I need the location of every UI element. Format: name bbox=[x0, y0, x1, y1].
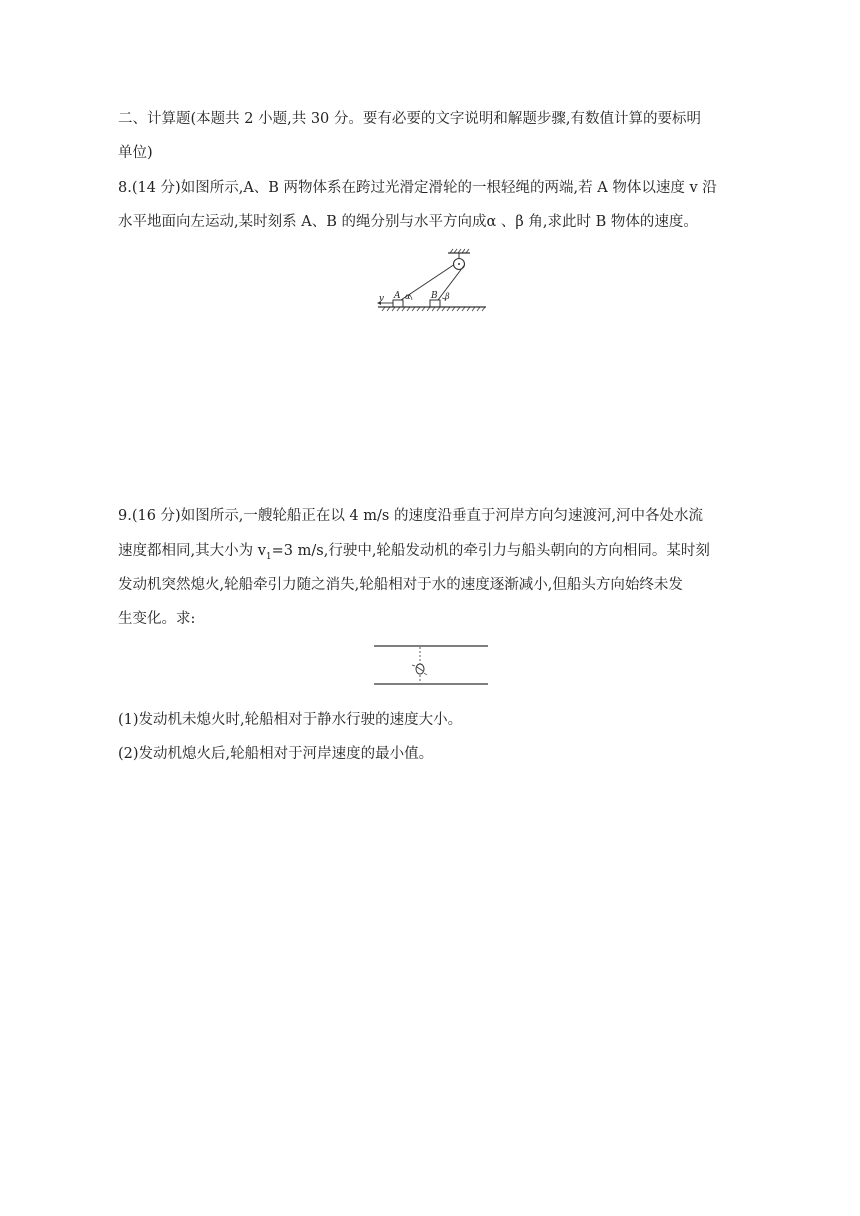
label-beta: β bbox=[445, 292, 450, 301]
label-v: v bbox=[379, 294, 385, 304]
ground-hatching bbox=[382, 307, 485, 311]
rope-to-b bbox=[438, 265, 465, 300]
pulley-axle bbox=[458, 263, 460, 265]
q9-river-figure bbox=[372, 642, 490, 688]
block-a bbox=[393, 300, 403, 307]
q9-text-line3: 发动机突然熄火,轮船牵引力随之消失,轮船相对于水的速度逐渐减小,但船头方向始终未发 bbox=[118, 577, 683, 593]
q8-text-line1: 8.(14 分)如图所示,A、B 两物体系在跨过光滑定滑轮的一根轻绳的两端,若 A 物体以速度 v 沿 bbox=[118, 180, 717, 196]
label-b: B bbox=[431, 291, 438, 301]
q9-line2-part-b: =3 m/s,行驶中,轮船发动机的牵引力与船头朝向的方向相同。某时刻 bbox=[271, 543, 710, 559]
section-heading-line1: 二、计算题(本题共 2 小题,共 30 分。要有必要的文字说明和解题步骤,有数值计算的要标明 bbox=[118, 111, 701, 127]
ceiling-hatching bbox=[450, 249, 469, 253]
boat-heading-tick bbox=[412, 665, 415, 666]
q8-pulley-figure bbox=[372, 248, 492, 320]
q9-sub-question-1: (1)发动机未熄火时,轮船相对于静水行驶的速度大小。 bbox=[118, 712, 463, 728]
boat-flow-tick bbox=[424, 673, 427, 675]
q9-text-line1: 9.(16 分)如图所示,一艘轮船正在以 4 m/s 的速度沿垂直于河岸方向匀速渡河,河中各处水流 bbox=[118, 508, 704, 524]
q9-line2-part-a: 速度都相同,其大小为 v bbox=[118, 543, 266, 559]
q9-text-line4: 生变化。求: bbox=[118, 611, 196, 627]
block-b bbox=[430, 300, 440, 307]
q9-text-line2 bbox=[118, 541, 758, 567]
label-a: A bbox=[394, 291, 401, 301]
q8-text-line2: 水平地面向左运动,某时刻系 A、B 的绳分别与水平方向成α 、β 角,求此时 B 物体的速度。 bbox=[118, 214, 698, 230]
section-heading-line2: 单位) bbox=[118, 145, 153, 161]
label-alpha: α bbox=[405, 292, 411, 301]
q9-sub-question-2: (2)发动机熄火后,轮船相对于河岸速度的最小值。 bbox=[118, 746, 434, 762]
v1-subscript: 1 bbox=[265, 551, 272, 562]
